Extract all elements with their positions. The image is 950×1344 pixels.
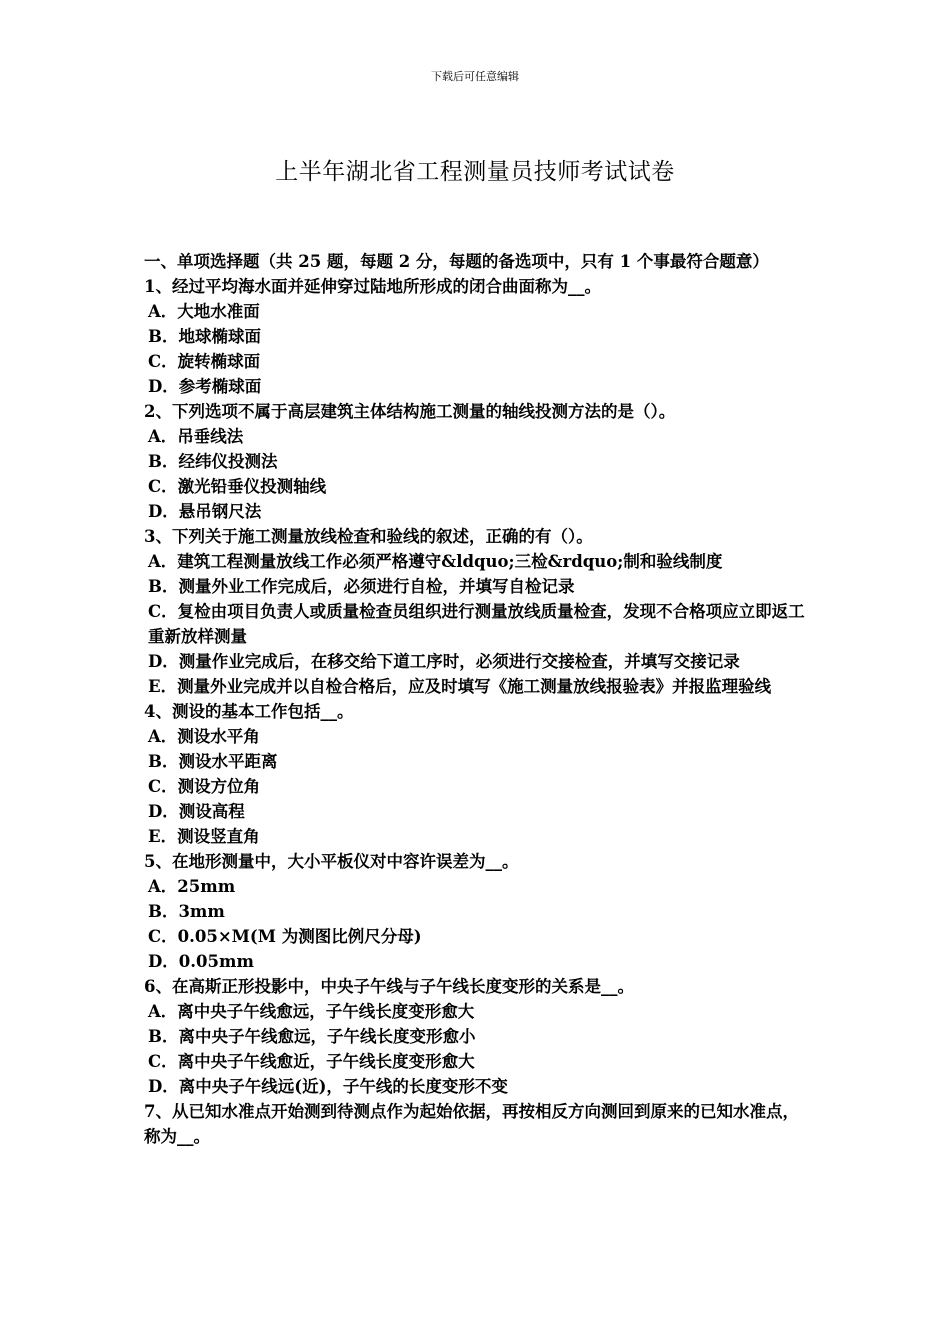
question-4: [144, 699, 808, 849]
option-b: B．地球椭球面: [148, 327, 261, 346]
option-b: B．离中央子午线愈远，子午线长度变形愈小: [148, 1027, 476, 1046]
section-intro: 一、单项选择题（共 25 题，每题 2 分，每题的备选项中，只有 1 个事最符合题意）: [144, 252, 769, 271]
option-c: C．离中央子午线愈近，子午线长度变形愈大: [148, 1052, 475, 1071]
option-d: D．悬吊钢尺法: [148, 502, 262, 521]
question-stem: 4、测设的基本工作包括__。: [144, 702, 354, 721]
question-7: [144, 1099, 808, 1149]
option-a: A．建筑工程测量放线工作必须严格遵守&ldquo;三检&rdquo;制和验线制度: [148, 552, 723, 571]
question-stem: 2、下列选项不属于高层建筑主体结构施工测量的轴线投测方法的是（）。: [144, 402, 676, 421]
option-c: C．激光铅垂仪投测轴线: [148, 477, 327, 496]
option-c: C．复检由项目负责人或质量检查员组织进行测量放线质量检查，发现不合格项应立即返工重新放样测量: [148, 602, 805, 646]
option-e: E．测量外业完成并以自检合格后，应及时填写《施工测量放线报验表》并报监理验线: [148, 677, 772, 696]
option-c: C．0.05×M(M 为测图比例尺分母): [148, 927, 422, 946]
option-a: A．离中央子午线愈远，子午线长度变形愈大: [148, 1002, 475, 1021]
document-title: 上半年湖北省工程测量员技师考试试卷: [275, 159, 675, 185]
option-a: A．测设水平角: [148, 727, 260, 746]
option-b: B．经纬仪投测法: [148, 452, 278, 471]
question-stem: 7、从已知水准点开始测到待测点作为起始依据，再按相反方向测回到原来的已知水准点，称为__。: [144, 1102, 799, 1146]
option-d: D．0.05mm: [148, 952, 254, 971]
question-stem: 5、在地形测量中，大小平板仪对中容许误差为__。: [144, 852, 519, 871]
question-stem: 6、在高斯正形投影中，中央子午线与子午线长度变形的关系是__。: [144, 977, 634, 996]
question-3: [144, 524, 808, 699]
question-stem: 3、下列关于施工测量放线检查和验线的叙述，正确的有（）。: [144, 527, 593, 546]
option-d: D．离中央子午线远(近)，子午线的长度变形不变: [148, 1077, 508, 1096]
option-d: D．测设高程: [148, 802, 245, 821]
question-1: [144, 274, 808, 399]
option-b: B．测设水平距离: [148, 752, 278, 771]
option-b: B．3mm: [148, 902, 225, 921]
option-d: D．测量作业完成后，在移交给下道工序时，必须进行交接检查，并填写交接记录: [148, 652, 740, 671]
question-6: [144, 974, 808, 1099]
option-e: E．测设竖直角: [148, 827, 260, 846]
option-b: B．测量外业工作完成后，必须进行自检，并填写自检记录: [148, 577, 575, 596]
option-c: C．旋转椭球面: [148, 352, 261, 371]
exam-content: [144, 249, 808, 1149]
question-2: [144, 399, 808, 524]
question-5: [144, 849, 808, 974]
option-a: A．大地水准面: [148, 302, 260, 321]
option-a: A．25mm: [148, 877, 236, 896]
option-c: C．测设方位角: [148, 777, 261, 796]
question-stem: 1、经过平均海水面并延伸穿过陆地所形成的闭合曲面称为__。: [144, 277, 601, 296]
header-note: 下载后可任意编辑: [431, 70, 519, 83]
option-d: D．参考椭球面: [148, 377, 262, 396]
option-a: A．吊垂线法: [148, 427, 244, 446]
